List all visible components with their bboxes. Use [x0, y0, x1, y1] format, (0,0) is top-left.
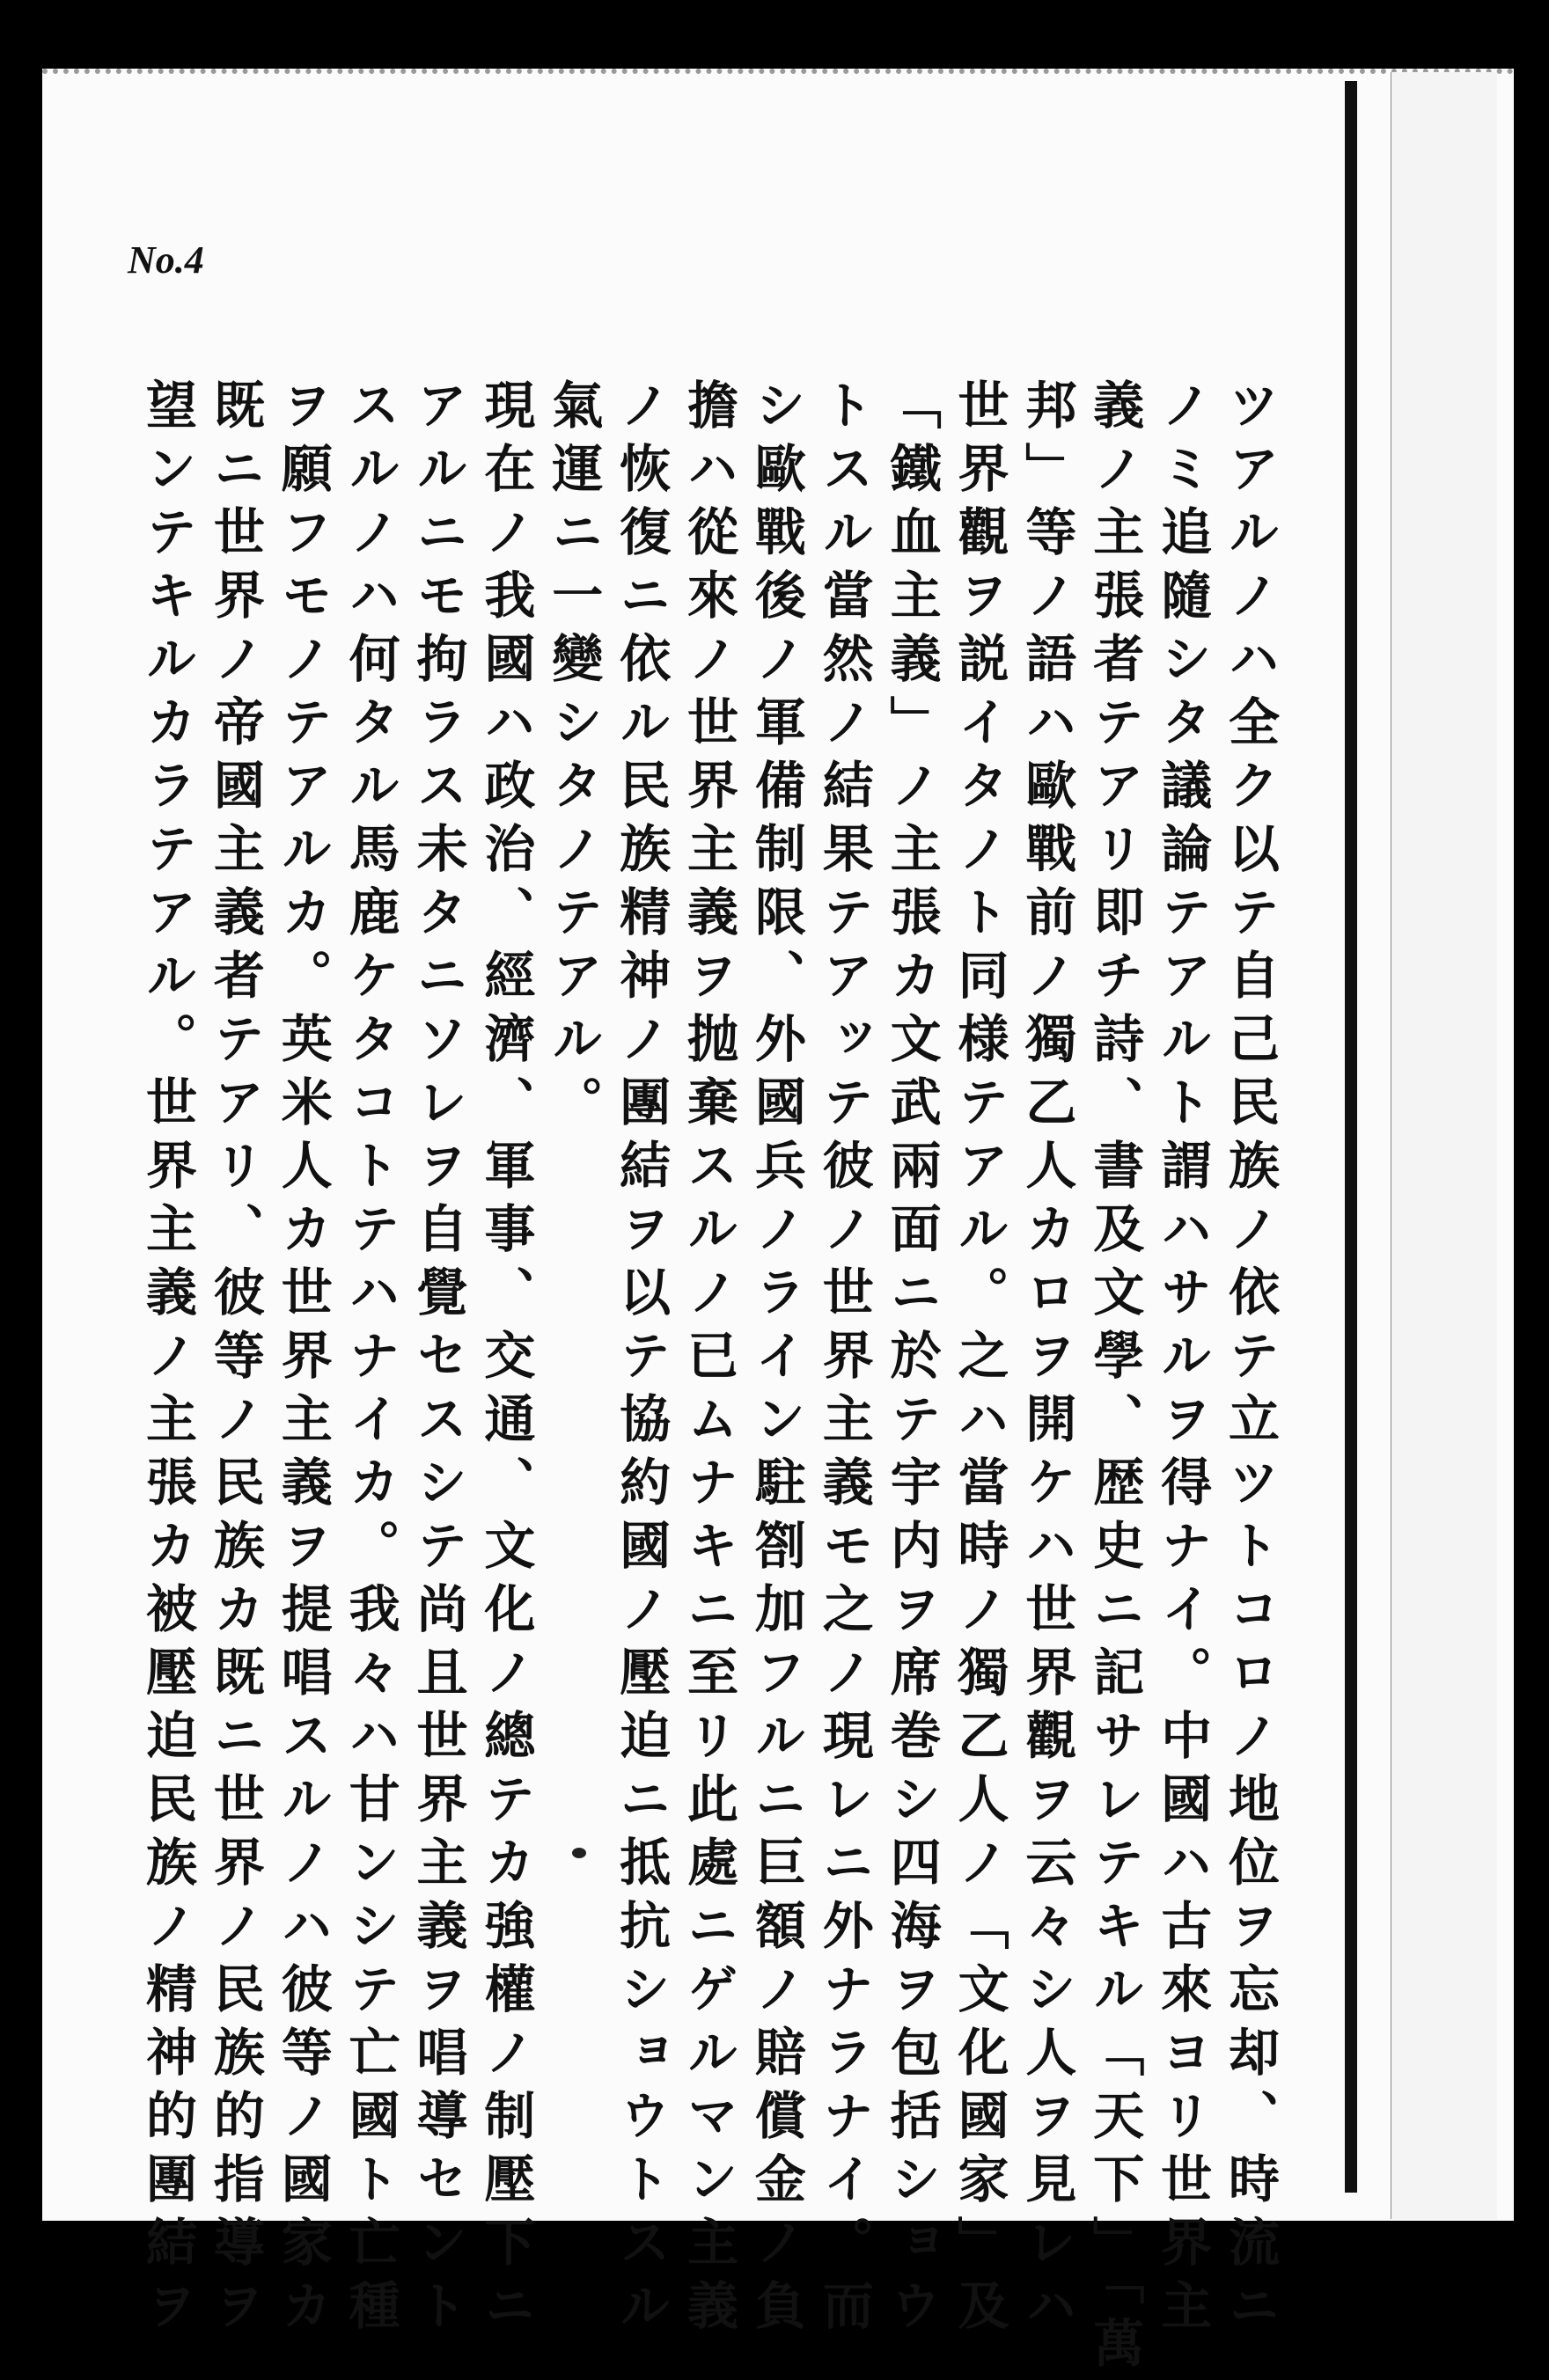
adjacent-page-edge [1391, 72, 1497, 2219]
text-column: トスル當然ノ結果テアッテ彼ノ世界主義モ之ノ現レニ外ナラナイ。而 [813, 378, 874, 2342]
text-column: ノ恢復ニ依ル民族精神ノ團結ヲ以テ協約國ノ壓迫ニ抵抗ショウトスル [611, 378, 672, 2342]
text-column: 擔ハ從來ノ世界主義ヲ抛棄スルノ已ムナキニ至リ此處ニゲルマン主義 [679, 378, 738, 2342]
text-column: 既ニ世界ノ帝國主義者テアリ、彼等ノ民族カ既ニ世界ノ民族的指導ヲ [204, 378, 265, 2342]
text-column: 義ノ主張者テアリ即チ詩、書及文學、歴史ニ記サレテキル「天下」「萬 [1084, 378, 1145, 2380]
ink-spot [572, 1848, 586, 1858]
text-column: ノミ追隨シタ議論テアルト謂ハサルヲ得ナイ。中國ハ古來ヨリ世界主 [1152, 378, 1213, 2342]
text-column: シ歐戰後ノ軍備制限、外國兵ノライン駐劄加フルニ巨額ノ賠償金ノ負 [745, 378, 806, 2342]
page-binding-line [1345, 81, 1357, 2193]
text-column: 世界觀ヲ説イタノト同様テアル。之ハ當時ノ獨乙人ノ「文化國家」及 [949, 378, 1009, 2342]
text-column: 望ンテキルカラテアル。世界主義ノ主張カ被壓迫民族ノ精神的團結ヲ [137, 378, 197, 2342]
text-column: アルニモ拘ラス未タニソレヲ自覺セスシテ尚且世界主義ヲ唱導セント [407, 378, 468, 2342]
vertical-text-body [137, 378, 1280, 2380]
text-column: ツアルノハ全ク以テ自己民族ノ依テ立ツトコロノ地位ヲ忘却、時流ニ [1220, 378, 1280, 2342]
text-column: 「鐵血主義」ノ主張カ文武兩面ニ於テ宇内ヲ席巻シ四海ヲ包括ショウ [881, 378, 942, 2342]
text-column: スルノハ何タル馬鹿ケタコトテハナイカ。我々ハ甘ンシテ亡國ト亡種 [340, 378, 400, 2342]
text-column: 邦」等ノ語ハ歐戰前ノ獨乙人カロヲ開ケハ世界觀ヲ云々シ人ヲ見レハ [1017, 378, 1077, 2342]
text-column: ヲ願フモノテアルカ。英米人カ世界主義ヲ提唱スルノハ彼等ノ國家カ [272, 378, 333, 2342]
page-number: No.4 [128, 238, 204, 282]
text-column: 現在ノ我國ハ政治、經濟、軍事、交通、文化ノ總テカ強權ノ制壓下ニ [475, 378, 536, 2342]
text-column: 氣運ニ一變シタノテアル。 [543, 378, 604, 1139]
